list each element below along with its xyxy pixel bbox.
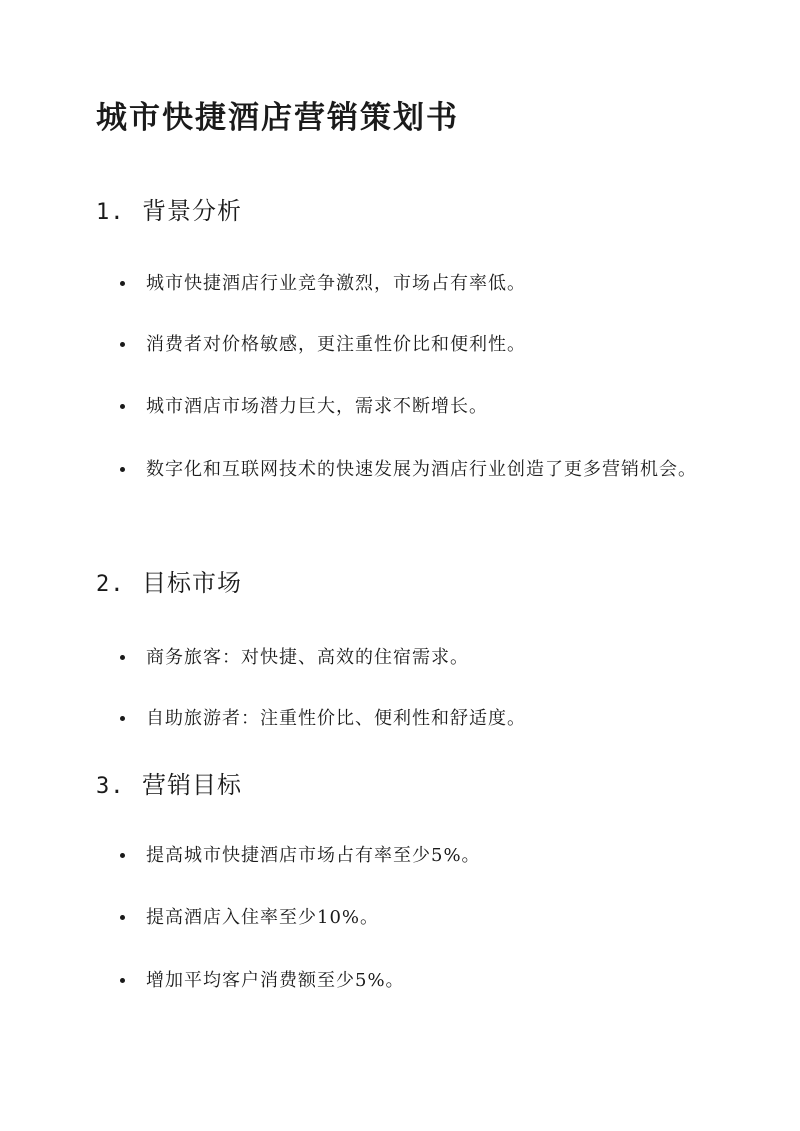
list-item-text: 增加平均客户消费额至少5%。 [146, 970, 405, 991]
section-heading-background [96, 194, 242, 230]
list-item-text: 提高酒店入住率至少10%。 [146, 907, 380, 928]
list-item-text: 提高城市快捷酒店市场占有率至少5%。 [146, 845, 481, 866]
section-title: 背景分析 [142, 197, 242, 225]
list-item [146, 381, 706, 433]
bullet-dot-icon [120, 467, 125, 472]
list-item-text: 消费者对价格敏感，更注重性价比和便利性。 [146, 334, 526, 355]
section-number: 1. [96, 200, 125, 225]
bullet-dot-icon [120, 342, 125, 347]
bullet-dot-icon [120, 978, 125, 983]
bullet-dot-icon [120, 716, 125, 721]
bullet-dot-icon [120, 655, 125, 660]
list-item-text: 商务旅客：对快捷、高效的住宿需求。 [146, 647, 469, 668]
list-item-text: 数字化和互联网技术的快速发展为酒店行业创造了更多营销机会。 [146, 459, 697, 480]
section-number: 2. [96, 572, 125, 597]
section-number: 3. [96, 774, 125, 799]
list-item [146, 955, 706, 1007]
bullet-dot-icon [120, 915, 125, 920]
section-heading-marketing-goals [96, 768, 242, 804]
section-title: 营销目标 [142, 771, 242, 799]
list-item [146, 892, 706, 944]
section-title: 目标市场 [142, 569, 242, 597]
list-item [146, 319, 706, 371]
bullet-dot-icon [120, 404, 125, 409]
list-item [146, 693, 706, 745]
list-item [146, 632, 706, 684]
bullet-dot-icon [120, 853, 125, 858]
list-item [146, 258, 706, 310]
document-title: 城市快捷酒店营销策划书 [96, 100, 459, 136]
list-item-text: 城市酒店市场潜力巨大，需求不断增长。 [146, 396, 488, 417]
bullet-dot-icon [120, 281, 125, 286]
section-heading-target-market [96, 566, 242, 602]
list-item [146, 444, 706, 496]
list-item-text: 自助旅游者：注重性价比、便利性和舒适度。 [146, 708, 526, 729]
list-item-text: 城市快捷酒店行业竞争激烈，市场占有率低。 [146, 273, 526, 294]
list-item [146, 830, 706, 882]
